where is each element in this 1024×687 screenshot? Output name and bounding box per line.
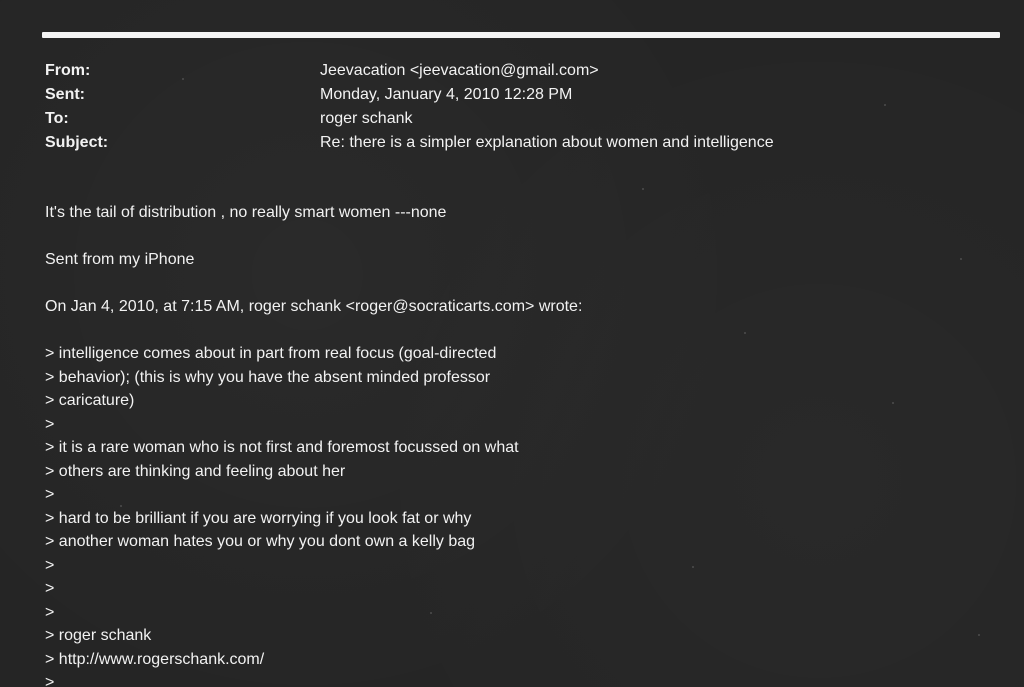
quoted-line: > others are thinking and feeling about her: [45, 462, 346, 480]
quoted-line: >: [45, 674, 55, 687]
scan-speck: [978, 634, 980, 636]
quoted-line: >: [45, 580, 55, 597]
subject-label: Subject:: [45, 134, 109, 151]
blank-line: [45, 319, 995, 343]
mobile-signature: Sent from my iPhone: [45, 251, 195, 268]
scan-speck: [960, 258, 962, 260]
quoted-line: > another woman hates you or why you dont own a kelly bag: [45, 533, 476, 550]
subject-value: Re: there is a simpler explanation about women and intelligence: [320, 134, 774, 151]
sent-value: Monday, January 4, 2010 12:28 PM: [320, 86, 573, 103]
quoted-line: > http://www.rogerschank.com/: [45, 650, 265, 668]
quoted-line: > intelligence comes about in part from real focus (goal-directed: [45, 345, 497, 362]
scan-speck: [430, 612, 432, 614]
header-row-sent: [45, 83, 985, 107]
scan-speck: [692, 566, 694, 568]
header-row-from: [45, 59, 985, 83]
quoted-line: >: [45, 603, 55, 621]
quoted-line: > roger schank: [45, 627, 152, 644]
scan-speck: [120, 505, 122, 507]
from-label: From:: [45, 62, 91, 79]
header-row-subject: [45, 131, 985, 155]
to-label: To:: [45, 110, 69, 127]
to-value: roger schank: [320, 110, 413, 127]
quoted-line: >: [45, 556, 55, 574]
blank-line: [45, 272, 995, 296]
scan-speck: [182, 78, 184, 80]
scan-speck: [892, 402, 894, 404]
scan-speck: [642, 188, 644, 190]
quoted-line: > caricature): [45, 392, 135, 409]
email-header: [45, 59, 985, 155]
quoted-line: > behavior); (this is why you have the absent minded professor: [45, 368, 491, 386]
email-body: [45, 201, 995, 687]
header-divider-rule: [42, 32, 1000, 38]
quote-attribution: On Jan 4, 2010, at 7:15 AM, roger schank <roger@socraticarts.com> wrote:: [45, 298, 583, 315]
header-row-to: [45, 107, 985, 131]
from-value: Jeevacation <jeevacation@gmail.com>: [320, 62, 599, 79]
quoted-line: > it is a rare woman who is not first and foremost focussed on what: [45, 439, 519, 456]
blank-line: [45, 225, 995, 249]
scan-speck: [744, 332, 746, 334]
sent-label: Sent:: [45, 86, 85, 103]
quoted-line: > hard to be brilliant if you are worrying if you look fat or why: [45, 509, 472, 527]
quoted-line: >: [45, 415, 55, 433]
scan-speck: [884, 104, 886, 106]
quoted-line: >: [45, 486, 55, 503]
reply-text: It's the tail of distribution , no really smart women ---none: [45, 204, 447, 221]
